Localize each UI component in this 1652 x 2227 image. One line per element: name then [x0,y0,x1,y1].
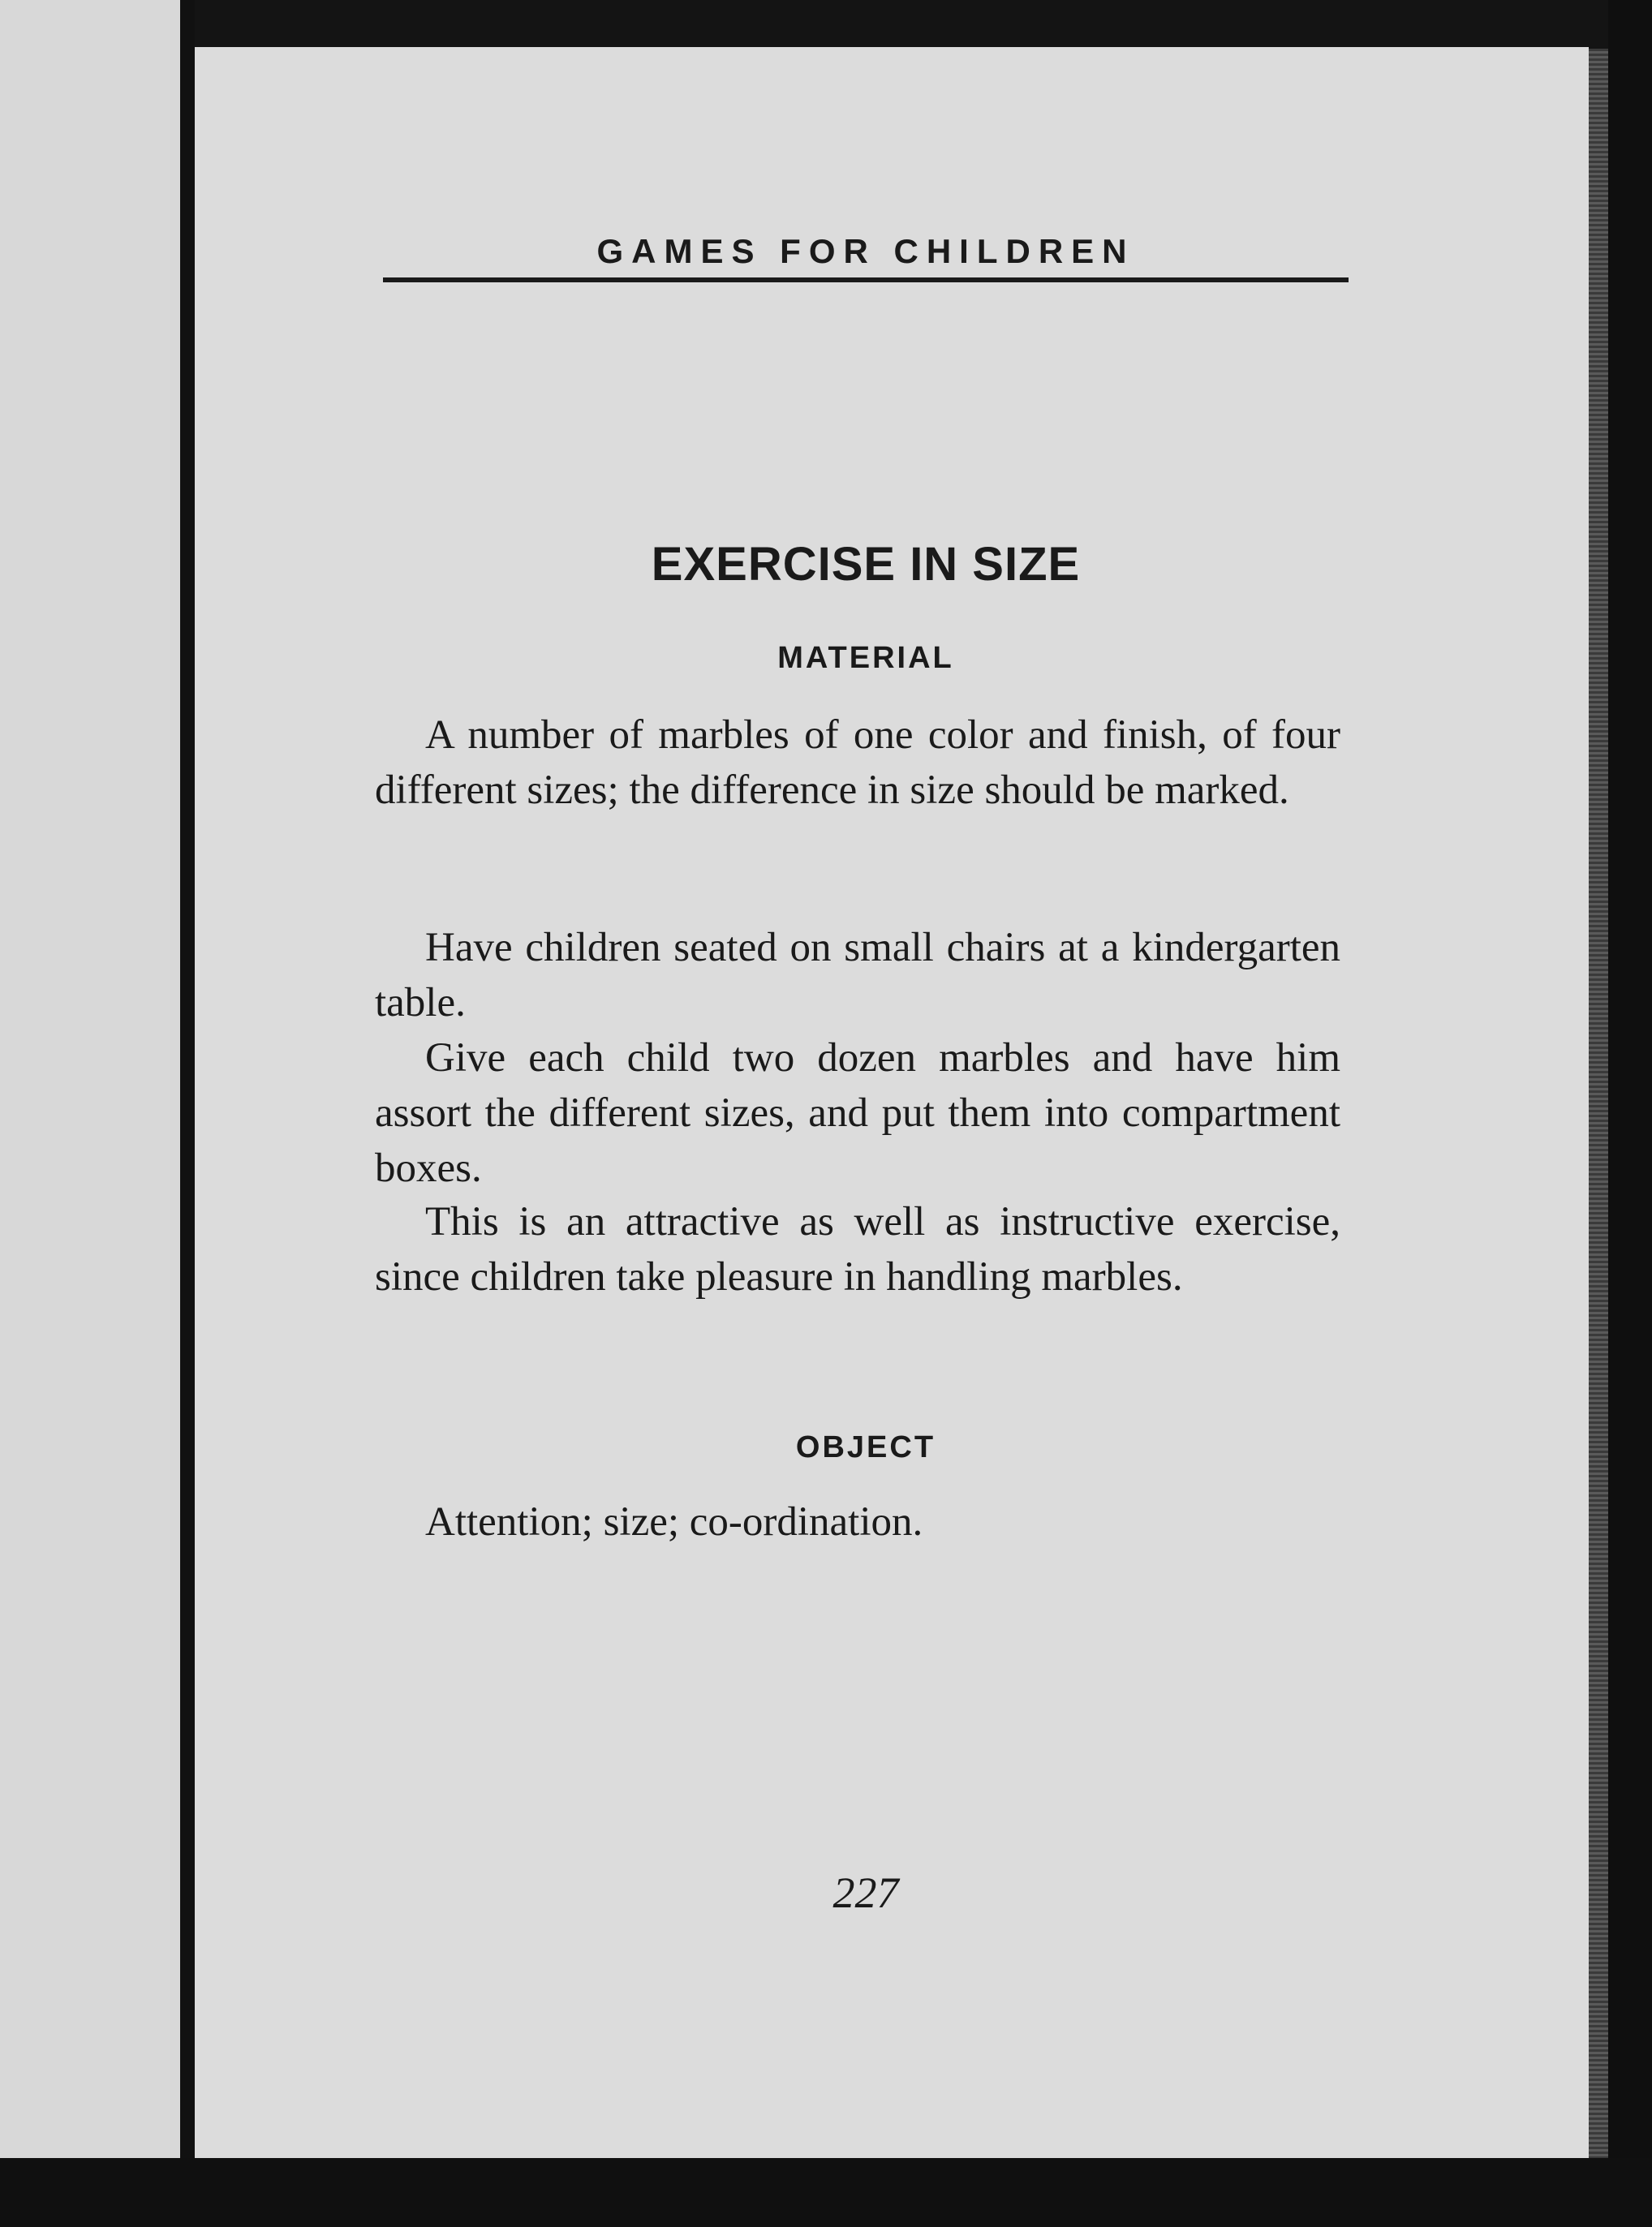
book-cover-edge [1608,0,1652,2227]
material-heading: MATERIAL [777,641,954,675]
scan-background [0,2158,1652,2227]
material-paragraph: A number of marbles of one color and finish, of four different sizes; the difference in size should be marked. [375,712,1340,813]
page-title: EXERCISE IN SIZE [651,538,1081,591]
body-paragraph: Have children seated on small chairs at a kindergarten table. [375,925,1340,1025]
body-paragraph: Give each child two dozen marbles and have him assort the different sizes, and put them into compartment boxes. [375,1035,1340,1191]
body-paragraph: This is an attractive as well as instructive exercise, since children take pleasure in handling marbles. [375,1199,1340,1300]
page-stack-edge [1589,49,1608,2158]
left-page-edge [0,0,180,2158]
header-rule [383,277,1349,282]
running-head: GAMES FOR CHILDREN [596,232,1135,270]
page-number: 227 [832,1868,899,1917]
object-paragraph: Attention; size; co-ordination. [425,1499,923,1545]
object-heading: OBJECT [795,1430,936,1464]
book-spine [180,0,195,2227]
